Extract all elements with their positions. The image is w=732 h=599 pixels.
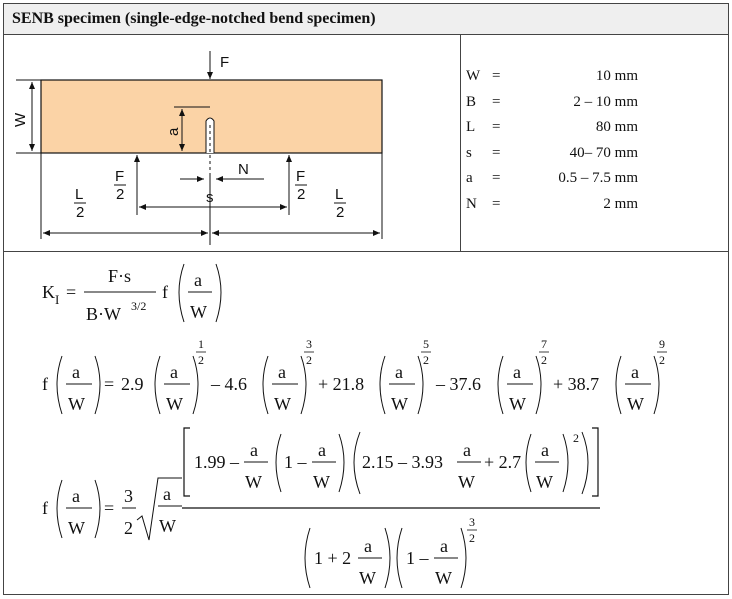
- f3-three: 3: [124, 486, 133, 506]
- f2-exp-num: 5: [423, 337, 429, 351]
- f2-coef-5: + 38.7: [553, 374, 600, 394]
- param-equals: =: [492, 93, 501, 110]
- f2-exp-num: 1: [198, 337, 204, 351]
- f2-a: a: [395, 362, 403, 382]
- param-symbol: N: [466, 195, 477, 212]
- specimen-diagram: [4, 35, 460, 251]
- param-value: 0.5 – 7.5 mm: [558, 170, 638, 186]
- param-equals: =: [492, 68, 501, 84]
- f1-a: a: [194, 270, 202, 290]
- param-value: 2 mm: [603, 195, 638, 212]
- f3-W: W: [159, 516, 176, 536]
- f2-a: a: [631, 362, 639, 382]
- f2-a: a: [278, 362, 286, 382]
- label-2-right: 2: [297, 186, 306, 203]
- f2-exp-num: 3: [306, 337, 312, 351]
- f3-f: f: [42, 498, 48, 518]
- f1-f: f: [162, 282, 168, 302]
- f3-t27: + 2.7: [484, 452, 522, 472]
- f2-coef-4: – 37.6: [436, 374, 481, 394]
- f2-coef-3: + 21.8: [318, 374, 365, 394]
- label-N: N: [238, 161, 249, 178]
- param-value: 2 – 10 mm: [573, 93, 638, 110]
- label-L-left: L: [75, 186, 84, 203]
- f3-a: a: [463, 440, 471, 460]
- f3-a: a: [364, 536, 372, 556]
- label-F-right: F: [296, 168, 306, 185]
- f3-two: 2: [124, 518, 133, 538]
- title-bar: [4, 4, 728, 35]
- param-row-N: [466, 196, 638, 222]
- f1-numerator: F·s: [108, 266, 132, 286]
- f2-exp-num: 7: [541, 337, 547, 351]
- param-equals: =: [492, 195, 501, 212]
- param-value: 80 mm: [595, 119, 638, 135]
- label-W: W: [12, 112, 29, 127]
- column-divider: [460, 35, 461, 251]
- label-s: s: [206, 189, 214, 206]
- f2-equals: =: [104, 374, 115, 394]
- param-equals: =: [492, 144, 501, 161]
- param-row-L: [466, 119, 638, 145]
- label-F-top: F: [220, 54, 230, 71]
- label-L-right: L: [335, 186, 344, 203]
- f2-exp-den: 2: [423, 353, 429, 367]
- f2-W: W: [274, 394, 291, 414]
- formula-closed-form: [42, 428, 600, 588]
- label-L2-right-den: 2: [336, 204, 345, 221]
- f3-equals: =: [104, 498, 115, 518]
- f3-exp-num: 3: [469, 515, 475, 529]
- f3-W: W: [313, 472, 330, 492]
- f3-a: a: [318, 440, 326, 460]
- f2-exp-den: 2: [306, 353, 312, 367]
- label-L2-left-den: 2: [76, 204, 85, 221]
- param-symbol: L: [466, 119, 476, 135]
- f2-exp-den: 2: [659, 353, 665, 367]
- param-value: 10 mm: [595, 68, 638, 84]
- f3-W: W: [435, 568, 452, 588]
- f2-coef-1: 2.9: [121, 374, 144, 394]
- formulas: [4, 252, 728, 594]
- param-equals: =: [492, 119, 501, 135]
- f3-W: W: [359, 568, 376, 588]
- label-a: a: [165, 127, 182, 136]
- param-row-B: [466, 94, 638, 120]
- f2-W: W: [166, 394, 183, 414]
- f2-exp-num: 9: [659, 337, 665, 351]
- f2-exp-den: 2: [198, 353, 204, 367]
- param-symbol: B: [466, 93, 477, 110]
- param-equals: =: [492, 170, 501, 186]
- param-symbol: s: [466, 144, 472, 161]
- f2-f: f: [42, 374, 48, 394]
- f2-a: a: [513, 362, 521, 382]
- f3-a: a: [163, 484, 171, 504]
- f3-one-minus: 1 –: [406, 548, 429, 568]
- f3-t199: 1.99 –: [194, 452, 239, 472]
- f3-W: W: [68, 518, 85, 538]
- f3-t215: 2.15 – 3.93: [362, 452, 443, 472]
- panel-title: SENB specimen (single-edge-notched bend specimen): [12, 10, 376, 27]
- label-2-left: 2: [116, 186, 125, 203]
- f3-one-plus-2: 1 + 2: [314, 548, 352, 568]
- f3-a: a: [250, 440, 258, 460]
- label-F-left: F: [115, 168, 125, 185]
- param-row-W: [466, 68, 638, 94]
- f3-exp-den: 2: [469, 531, 475, 545]
- f3-one-minus: 1 –: [284, 452, 307, 472]
- f2-W: W: [68, 394, 85, 414]
- formula-polynomial: [42, 337, 667, 414]
- f3-a: a: [440, 536, 448, 556]
- f2-a: a: [170, 362, 178, 382]
- parameter-list: [466, 68, 638, 221]
- f1-equals: =: [66, 282, 77, 302]
- f3-W: W: [536, 472, 553, 492]
- f1-W: W: [190, 302, 207, 322]
- f1-den-exponent: 3/2: [131, 299, 147, 313]
- f3-W: W: [458, 472, 475, 492]
- specimen-panel: [3, 3, 729, 595]
- f2-a: a: [72, 362, 80, 382]
- param-symbol: W: [466, 68, 481, 84]
- f1-denominator: B·W: [86, 304, 121, 324]
- param-row-a: [466, 170, 638, 196]
- f2-coef-2: – 4.6: [211, 374, 247, 394]
- f2-W: W: [627, 394, 644, 414]
- notch: [206, 118, 214, 153]
- param-row-s: [466, 145, 638, 171]
- f2-exp-den: 2: [541, 353, 547, 367]
- param-symbol: a: [466, 170, 473, 186]
- f1-subscript-I: I: [55, 292, 60, 307]
- f1-K: K: [42, 282, 55, 302]
- f2-W: W: [391, 394, 408, 414]
- f3-W: W: [245, 472, 262, 492]
- f2-W: W: [509, 394, 526, 414]
- f3-a: a: [541, 440, 549, 460]
- param-value: 40– 70 mm: [569, 144, 638, 161]
- formula-stress-intensity: [42, 264, 221, 324]
- f3-a: a: [72, 486, 80, 506]
- f3-square: 2: [573, 431, 579, 445]
